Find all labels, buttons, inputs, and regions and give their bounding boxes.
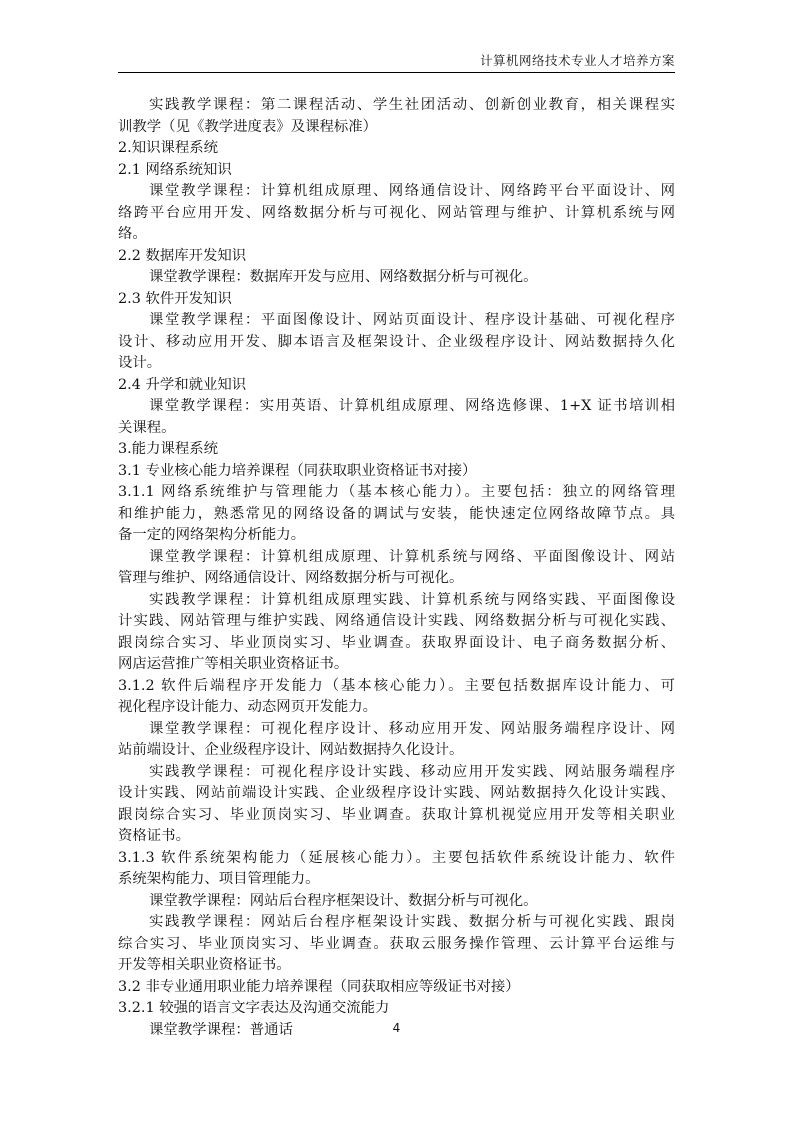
text-line: 资格证书。 (118, 828, 190, 844)
text-line: 设计实践、网站前端设计实践、企业级程序设计实践、网站数据持久化设计实践、 (118, 785, 675, 801)
text-line: 课堂教学课程：平面图像设计、网站页面设计、程序设计基础、可视化程序 (149, 312, 675, 328)
text-line: 3.1.1 网络系统维护与管理能力（基本核心能力）。主要包括：独立的网络管理 (118, 484, 675, 500)
text-line: 2.1 网络系统知识 (118, 161, 232, 178)
text-line: 课堂教学课程：网站后台程序框架设计、数据分析与可视化。 (149, 892, 538, 909)
text-line: 3.2.1 较强的语言文字表达及沟通交流能力 (118, 1000, 390, 1016)
text-line: 跟岗综合实习、毕业顶岗实习、毕业调查。获取计算机视觉应用开发等相关职业 (118, 806, 675, 823)
text-line: 3.1.2 软件后端程序开发能力（基本核心能力）。主要包括数据库设计能力、可 (118, 677, 675, 694)
document-body (118, 95, 675, 1041)
running-header: 计算机网络技术专业人才培养方案 (479, 53, 675, 68)
text-line: 课堂教学课程：计算机组成原理、计算机系统与网络、平面图像设计、网站 (149, 548, 675, 565)
header-rule (118, 72, 675, 73)
text-line: 综合实习、毕业顶岗实习、毕业调查。获取云服务操作管理、云计算平台运维与 (118, 935, 675, 952)
text-line: 络跨平台应用开发、网络数据分析与可视化、网站管理与维护、计算机系统与网 (118, 204, 675, 221)
text-line: 课堂教学课程：实用英语、计算机组成原理、网络选修课、1+X 证书培训相 (149, 398, 675, 414)
page-number: 4 (392, 1021, 401, 1035)
text-line: 设计。 (118, 355, 162, 371)
text-line: 课堂教学课程：普通话 (149, 1021, 293, 1038)
text-line: 备一定的网络架构分析能力。 (118, 527, 306, 543)
text-line: 3.2 非专业通用职业能力培养课程（同获取相应等级证书对接） (118, 978, 520, 995)
text-line: 实践教学课程：网站后台程序框架设计实践、数据分析与可视化实践、跟岗 (149, 914, 675, 930)
text-line: 实践教学课程：可视化程序设计实践、移动应用开发实践、网站服务端程序 (149, 763, 675, 780)
text-line: 关课程。 (118, 419, 176, 436)
text-line: 网店运营推广等相关职业资格证书。 (118, 656, 349, 672)
text-line: 系统架构能力、项目管理能力。 (118, 871, 320, 887)
text-line: 3.1.3 软件系统架构能力（延展核心能力）。主要包括软件系统设计能力、软件 (118, 849, 675, 866)
text-line: 管理与维护、网络通信设计、网络数据分析与可视化。 (118, 570, 464, 586)
text-line: 课堂教学课程：可视化程序设计、移动应用开发、网站服务端程序设计、网 (149, 720, 675, 737)
text-line: 设计、移动应用开发、脚本语言及框架设计、企业级程序设计、网站数据持久化 (118, 333, 675, 350)
text-line: 实践教学课程：计算机组成原理实践、计算机系统与网络实践、平面图像设 (149, 591, 675, 608)
text-line: 视化程序设计能力、动态网页开发能力。 (118, 699, 378, 715)
text-line: 计实践、网站管理与维护实践、网络通信设计实践、网络数据分析与可视化实践、 (118, 613, 675, 629)
text-line: 3.能力课程系统 (118, 441, 219, 457)
text-line: 站前端设计、企业级程序设计、网站数据持久化设计。 (118, 742, 464, 758)
text-line: 训教学（见《教学进度表》及课程标准） (118, 118, 378, 135)
text-line: 3.1 专业核心能力培养课程（同获取职业资格证书对接） (118, 462, 477, 479)
text-line: 2.2 数据库开发知识 (118, 247, 247, 264)
text-line: 2.4 升学和就业知识 (118, 376, 247, 393)
text-line: 2.3 软件开发知识 (118, 290, 232, 307)
text-line: 课堂教学课程：数据库开发与应用、网络数据分析与可视化。 (149, 269, 538, 285)
text-line: 和维护能力，熟悉常见的网络设备的调试与安装，能快速定位网络故障节点。具 (118, 505, 675, 522)
text-line: 实践教学课程：第二课程活动、学生社团活动、创新创业教育，相关课程实 (149, 97, 675, 113)
text-line: 课堂教学课程：计算机组成原理、网络通信设计、网络跨平台平面设计、网 (149, 183, 675, 199)
text-line: 跟岗综合实习、毕业顶岗实习、毕业调查。获取界面设计、电子商务数据分析、 (118, 634, 675, 651)
text-line: 开发等相关职业资格证书。 (118, 957, 291, 973)
text-line: 络。 (118, 226, 147, 242)
text-line: 2.知识课程系统 (118, 140, 219, 156)
